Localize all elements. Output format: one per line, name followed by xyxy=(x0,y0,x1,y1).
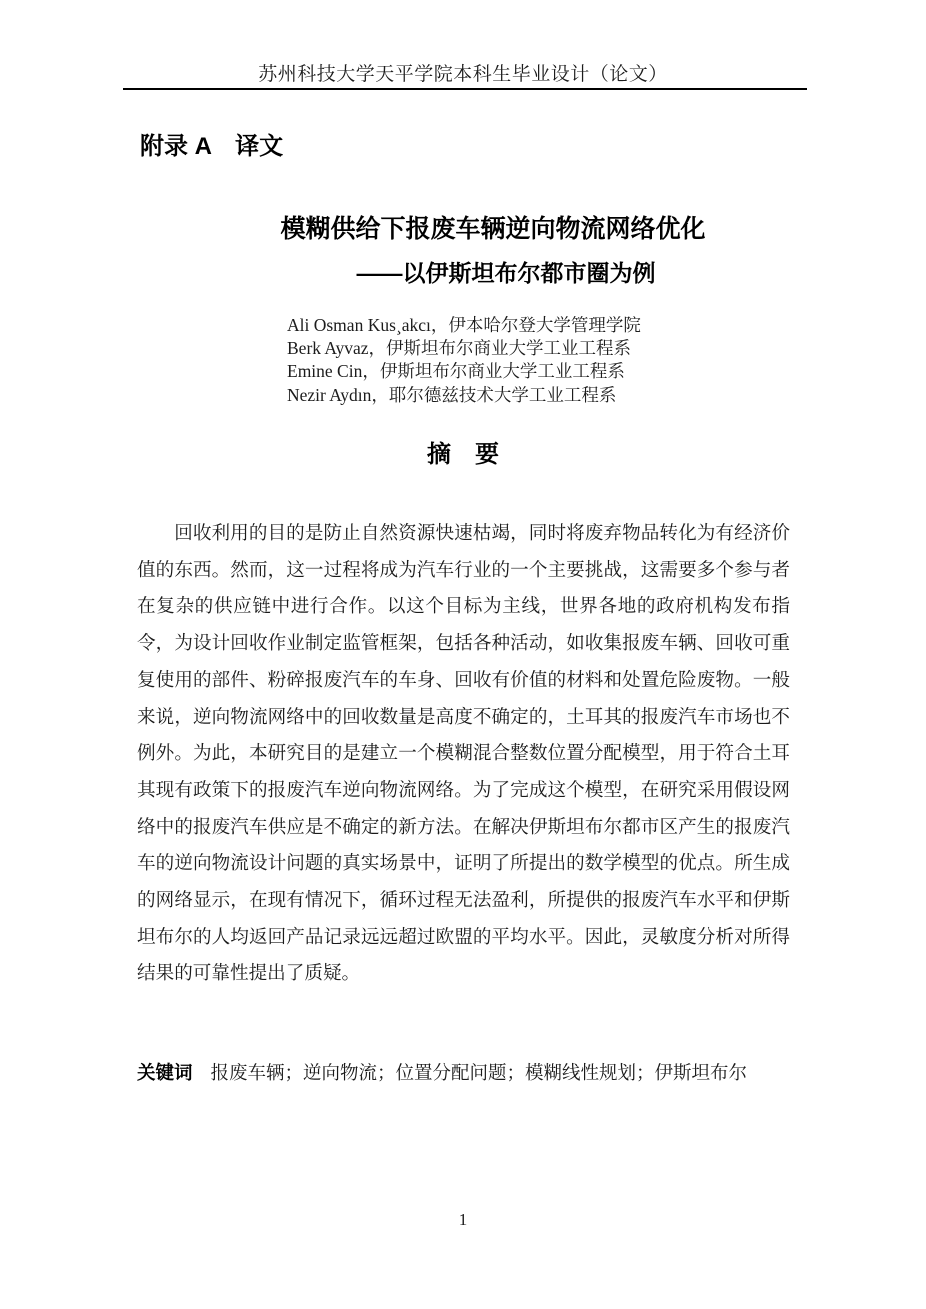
authors-block xyxy=(287,314,641,407)
abstract-heading: 摘 要 xyxy=(427,441,499,468)
keywords-text: 报废车辆；逆向物流；位置分配问题；模糊线性规划；伊斯坦布尔 xyxy=(210,1064,748,1084)
author-line: Ali Osman Kus¸akcı，伊本哈尔登大学管理学院 xyxy=(287,315,641,335)
author-line: Nezir Aydın，耶尔德兹技术大学工业工程系 xyxy=(287,384,617,405)
header-rule-divider xyxy=(123,88,807,90)
keywords-label: 关键词 xyxy=(137,1062,193,1083)
paper-title: 模糊供给下报废车辆逆向物流网络优化 xyxy=(280,215,706,243)
abstract-paragraph: 回收利用的目的是防止自然资源快速枯竭，同时将废弃物品转化为有经济价值的东西。然而，这一过程将成为汽车行业的一个主要挑战，这需要多个参与者在复杂的供应链中进行合作。以这个目标为主线，世界各地的政府机构发布指令，为设计回收作业制定监管框架，包括各种活动，如收集报废车辆、回收可重复使用的部件、粉碎报废汽车的车身、回收有价值的材料和处置危险废物。一般来说，逆向物流网络中的回收数量是高度不确定的，土耳其的报废汽车市场也不例外。为此，本研究目的是建立一个模糊混合整数位置分配模型，用于符合土耳其现有政策下的报废汽车逆向物流网络。为了完成这个模型，在研究采用假设网络中的报废汽车供应是不确定的新方法。在解决伊斯坦布尔都市区产生的报废汽车的逆向物流设计问题的真实场景中，证明了所提出的数学模型的优点。所生成的网络显示，在现有情况下，循环过程无法盈利，所提供的报废汽车水平和伊斯坦布尔的人均返回产品记录远远超过欧盟的平均水平。因此，灵敏度分析对所得结果的可靠性提出了质疑。 xyxy=(137,523,790,985)
author-line: Emine Cin，伊斯坦布尔商业大学工业工程系 xyxy=(287,361,625,382)
keywords-row xyxy=(137,1060,790,1087)
paper-subtitle: ——以伊斯坦布尔都市圈为例 xyxy=(356,260,656,286)
author-line: Berk Ayvaz，伊斯坦布尔商业大学工业工程系 xyxy=(287,338,631,359)
appendix-heading: 附录 A 译文 xyxy=(140,133,284,160)
running-header: 苏州科技大学天平学院本科生毕业设计（论文） xyxy=(258,64,668,85)
page-number: 1 xyxy=(458,1210,468,1229)
